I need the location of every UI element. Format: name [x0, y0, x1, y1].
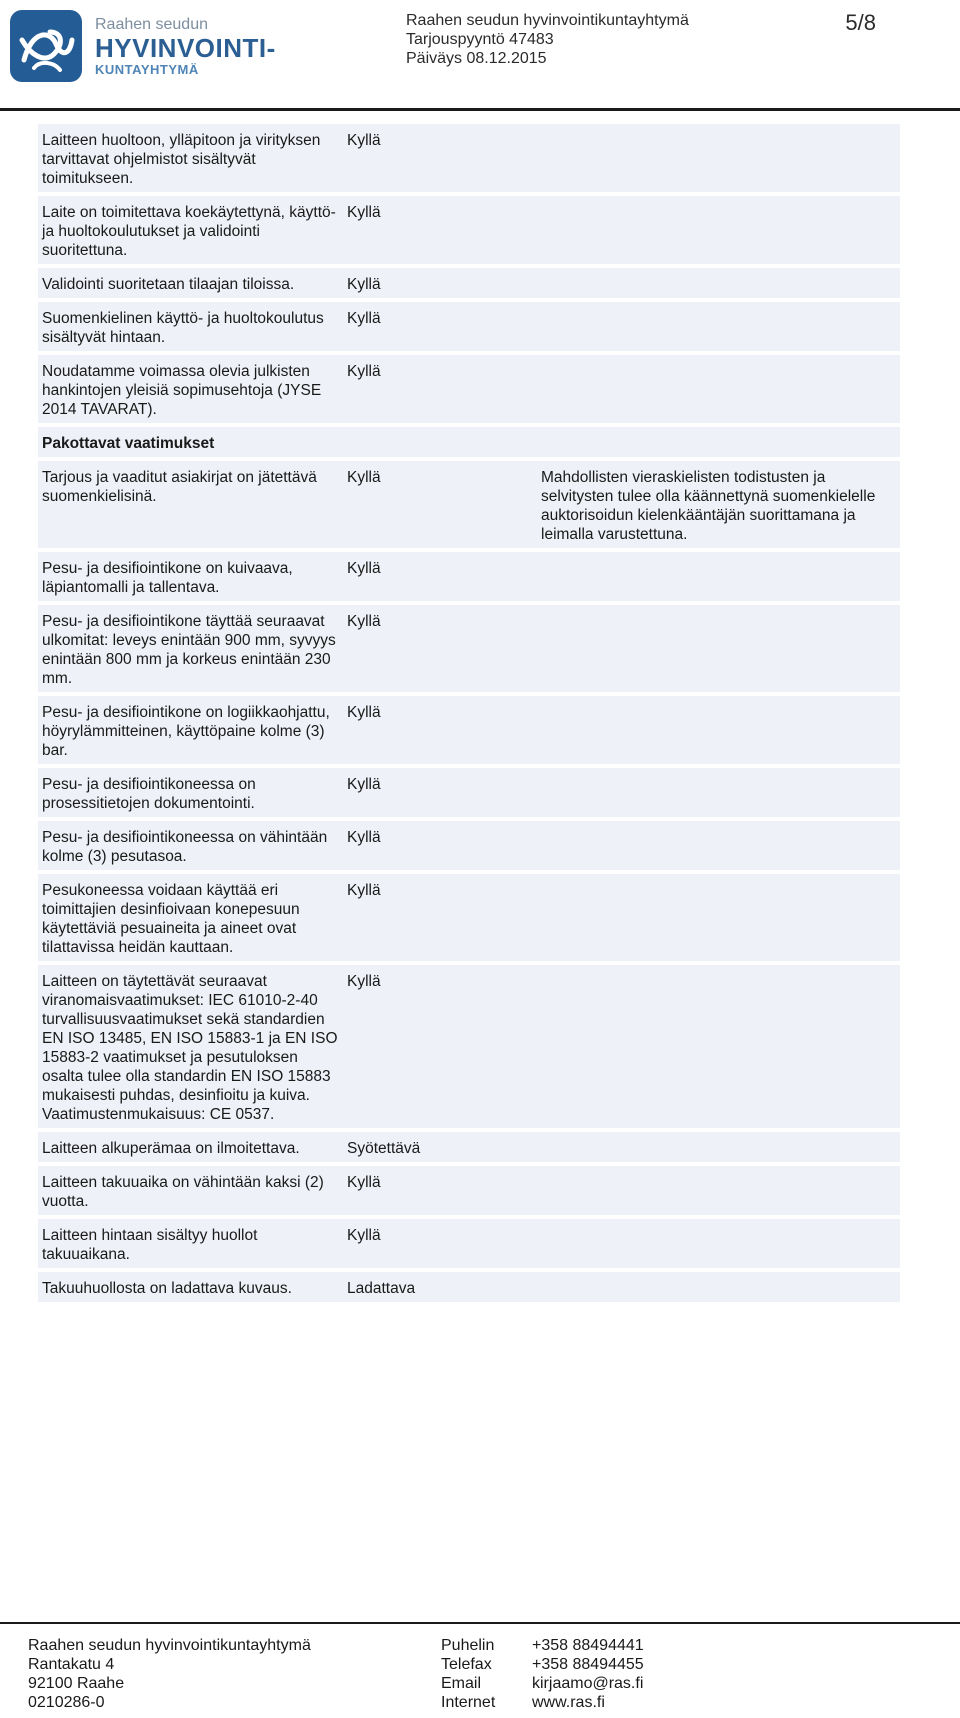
requirement-text: Laitteen huoltoon, ylläpitoon ja virityksen tarvittavat ohjelmistot sisältyvät toimitukseen.: [42, 132, 321, 187]
table-row: [38, 874, 900, 961]
requirement-note: [537, 965, 900, 1128]
requirement-note: [537, 821, 900, 870]
table-row: [38, 355, 900, 423]
footer-phone: +358 88494441: [532, 1637, 644, 1654]
footer-org: Raahen seudun hyvinvointikuntayhtymä: [28, 1637, 311, 1654]
table-row: [38, 124, 900, 192]
footer-labels: [441, 1636, 495, 1712]
footer-divider: [0, 1622, 960, 1624]
requirement-answer: Kyllä: [347, 204, 381, 221]
requirement-note: [537, 696, 900, 764]
requirement-answer: Syötettävä: [347, 1140, 421, 1157]
requirement-answer: Kyllä: [347, 1174, 381, 1191]
logo-line2: HYVINVOINTI-: [95, 33, 276, 63]
logo-line3: KUNTAYHTYMÄ: [95, 62, 199, 77]
requirement-note: [537, 605, 900, 692]
requirement-answer: Kyllä: [347, 276, 381, 293]
table-row: [38, 1272, 900, 1302]
table-row: [38, 461, 900, 548]
requirement-text: Pesukoneessa voidaan käyttää eri toimittajien desinfioivaan konepesuun käytettäviä pesuaineita ja aineet ovat tilattavissa heidän kauttaan.: [42, 882, 300, 956]
footer-city: 92100 Raahe: [28, 1675, 125, 1692]
requirement-text: Suomenkielinen käyttö- ja huoltokoulutus sisältyvät hintaan.: [42, 310, 324, 346]
requirement-text: Pesu- ja desifiointikoneessa on vähintään kolme (3) pesutasoa.: [42, 829, 328, 865]
page-number: 5/8: [845, 10, 876, 35]
requirement-answer: Ladattava: [347, 1280, 416, 1297]
table-row: [38, 821, 900, 870]
page-header: [0, 0, 960, 112]
requirement-note: Mahdollisten vieraskielisten todistusten ja selvitysten tulee olla käännettynä suomenkielelle auktorisoidun kielenkääntäjän suorittamana ja leimalla varustettuna.: [541, 469, 876, 543]
footer-values: [532, 1636, 644, 1712]
footer-fax-label: Telefax: [441, 1656, 492, 1673]
table-row: [38, 268, 900, 298]
requirement-answer: Kyllä: [347, 132, 381, 149]
logo-line1: Raahen seudun: [95, 16, 208, 33]
requirement-note: [537, 355, 900, 423]
requirement-text: Laitteen hintaan sisältyy huollot takuuaikana.: [42, 1227, 258, 1263]
requirement-answer: Kyllä: [347, 882, 381, 899]
requirement-text: Laitteen takuuaika on vähintään kaksi (2) vuotta.: [42, 1174, 324, 1210]
requirement-text: Pesu- ja desifiointikone on kuivaava, läpiantomalli ja tallentava.: [42, 560, 293, 596]
requirement-answer: Kyllä: [347, 1227, 381, 1244]
footer-email[interactable]: kirjaamo@ras.fi: [532, 1675, 644, 1692]
requirement-note: [537, 768, 900, 817]
table-row: [38, 1166, 900, 1215]
requirement-answer: Kyllä: [347, 363, 381, 380]
footer-web-label: Internet: [441, 1694, 496, 1711]
table-row: [38, 196, 900, 264]
requirement-note: [537, 124, 900, 192]
group-title: Pakottavat vaatimukset: [42, 435, 215, 452]
header-doc: Tarjouspyyntö 47483: [406, 31, 554, 48]
table-row: [38, 1219, 900, 1268]
requirement-note: [537, 1166, 900, 1215]
requirement-note: [537, 1219, 900, 1268]
footer-address: [28, 1636, 311, 1712]
requirements-table: [38, 124, 900, 1306]
requirement-answer: Kyllä: [347, 560, 381, 577]
footer-street: Rantakatu 4: [28, 1656, 115, 1673]
requirement-answer: Kyllä: [347, 973, 381, 990]
footer-web[interactable]: www.ras.fi: [532, 1694, 605, 1711]
requirement-answer: Kyllä: [347, 613, 381, 630]
logo-text: [95, 16, 276, 78]
requirement-note: [537, 196, 900, 264]
footer-phone-label: Puhelin: [441, 1637, 495, 1654]
header-org: Raahen seudun hyvinvointikuntayhtymä: [406, 12, 689, 29]
requirement-text: Validointi suoritetaan tilaajan tiloissa.: [42, 276, 295, 293]
requirement-note: [537, 874, 900, 961]
requirement-text: Laite on toimitettava koekäytettynä, käyttö- ja huoltokoulutukset ja validointi suoritettuna.: [42, 204, 336, 259]
footer-fax: +358 88494455: [532, 1656, 644, 1673]
group-header-row: [38, 427, 900, 457]
requirement-text: Laitteen on täytettävät seuraavat viranomaisvaatimukset: IEC 61010-2-40 turvallisuusvaatimukset sekä standardien EN ISO 13485, EN ISO 15883-1 ja EN ISO 15883-2 vaatimukset ja pesutuloksen osalta tulee olla standardin EN ISO 15883 mukaisesti puhdas, desinfioitu ja kuiva. Vaatimustenmukaisuus: CE 0537.: [42, 973, 338, 1123]
table-row: [38, 605, 900, 692]
requirement-text: Takuuhuollosta on ladattava kuvaus.: [42, 1280, 292, 1297]
requirement-answer: Kyllä: [347, 704, 381, 721]
requirement-note: [537, 268, 900, 298]
requirement-text: Pesu- ja desifiointikone täyttää seuraavat ulkomitat: leveys enintään 900 mm, syvyys enintään 800 mm ja korkeus enintään 230 mm.: [42, 613, 336, 687]
requirement-answer: Kyllä: [347, 310, 381, 327]
footer-id: 0210286-0: [28, 1694, 105, 1711]
requirement-text: Laitteen alkuperämaa on ilmoitettava.: [42, 1140, 300, 1157]
requirement-answer: Kyllä: [347, 829, 381, 846]
table-row: [38, 1132, 900, 1162]
table-row: [38, 696, 900, 764]
requirement-note: [537, 1132, 900, 1162]
requirement-text: Tarjous ja vaaditut asiakirjat on jätettävä suomenkielisinä.: [42, 469, 317, 505]
requirement-note: [537, 302, 900, 351]
requirement-note: [537, 1272, 900, 1302]
requirement-answer: Kyllä: [347, 469, 381, 486]
table-row: [38, 965, 900, 1128]
header-date: Päiväys 08.12.2015: [406, 50, 547, 67]
table-row: [38, 768, 900, 817]
header-divider: [0, 108, 960, 111]
header-info: [406, 11, 689, 68]
table-row: [38, 552, 900, 601]
requirement-note: [537, 552, 900, 601]
requirement-text: Pesu- ja desifiointikoneessa on prosessitietojen dokumentointi.: [42, 776, 256, 812]
footer-email-label: Email: [441, 1675, 482, 1692]
table-row: [38, 302, 900, 351]
requirement-answer: Kyllä: [347, 776, 381, 793]
requirement-text: Noudatamme voimassa olevia julkisten hankintojen yleisiä sopimusehtoja (JYSE 2014 TAVARAT).: [42, 363, 322, 418]
logo-icon: [10, 10, 82, 82]
requirement-text: Pesu- ja desifiointikone on logiikkaohjattu, höyrylämmitteinen, käyttöpaine kolme (3) bar.: [42, 704, 330, 759]
